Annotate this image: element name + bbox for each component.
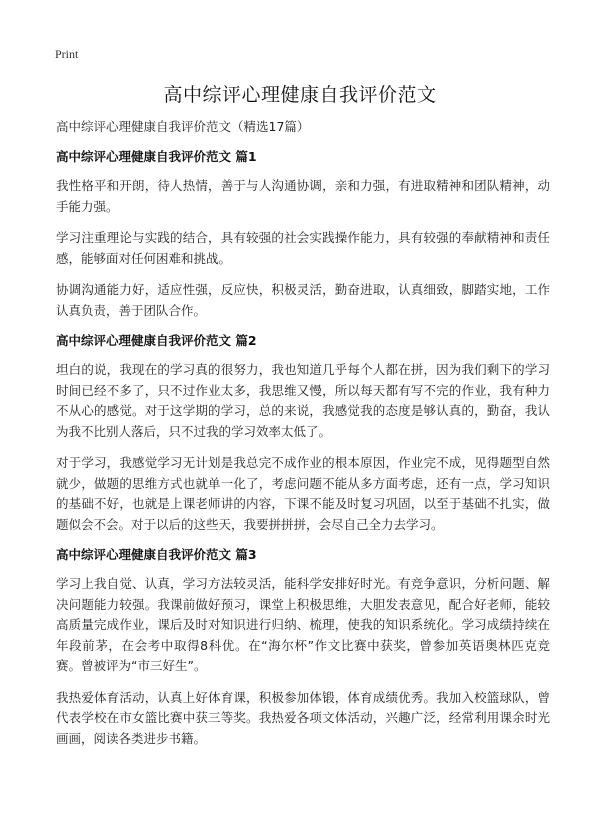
section-heading: 高中综评心理健康自我评价范文 篇2	[56, 333, 257, 348]
page-title: 高中综评心理健康自我评价范文	[163, 84, 437, 106]
section-1	[56, 148, 550, 321]
print-label[interactable]: Print	[55, 47, 79, 61]
document-subtitle: 高中综评心理健康自我评价范文（精选17篇）	[56, 119, 310, 134]
paragraph: 协调沟通能力好，适应性强，反应快，积极灵活，勤奋进取，认真细致，脚踏实地，工作认真负责，善于团队合作。	[56, 282, 550, 318]
paragraph: 坦白的说，我现在的学习真的很努力，我也知道几乎每个人都在拼，因为我们剩下的学习时间已经不多了，只不过作业太多，我思维又慢，所以每天都有写不完的作业，我有种力不从心的感觉。对于这学期的学习，总的来说，我感觉我的态度是够认真的，勤奋，我认为我不比别人落后，只不过我的学习效率太低了。	[56, 362, 550, 439]
section-heading: 高中综评心理健康自我评价范文 篇3	[56, 547, 257, 562]
section-3	[56, 546, 550, 749]
paragraph: 我性格平和开朗，待人热情，善于与人沟通协调，亲和力强，有进取精神和团队精神，动手能力强。	[56, 178, 550, 214]
section-heading: 高中综评心理健康自我评价范文 篇1	[56, 149, 257, 164]
paragraph: 学习上我自觉、认真，学习方法较灵活，能科学安排好时光。有竞争意识，分析问题、解决问题能力较强。我课前做好预习，课堂上积极思维，大胆发表意见，配合好老师，能较高质量完成作业，课后及时对知识进行归纳、梳理，使我的知识系统化。学习成绩持续在年段前茅，在会考中取得8科优。在“海尔杯”作文比赛中获奖，曾参加英语奥林匹克竞赛。曾被评为“市三好生”。	[56, 576, 550, 673]
document-body	[56, 118, 550, 760]
paragraph: 我热爱体育活动，认真上好体育课，积极参加体锻，体育成绩优秀。我加入校篮球队，曾代表学校在市女篮比赛中获三等奖。我热爱各项文体活动，兴趣广泛，经常利用课余时光画画，阅读各类进步书籍。	[56, 689, 550, 746]
section-2	[56, 332, 550, 535]
paragraph: 对于学习，我感觉学习无计划是我总完不成作业的根本原因，作业完不成，见得题型自然就少，做题的思维方式也就单一化了，考虑问题不能从多方面考虑，还有一点，学习知识的基础不好，也就是上课老师讲的内容，下课不能及时复习巩固，以至于基础不扎实，做题似会不会。对于以后的这些天，我要拼拼拼，会尽自己全力去学习。	[56, 455, 550, 532]
paragraph: 学习注重理论与实践的结合，具有较强的社会实践操作能力，具有较强的奉献精神和责任感，能够面对任何困难和挑战。	[56, 230, 550, 266]
